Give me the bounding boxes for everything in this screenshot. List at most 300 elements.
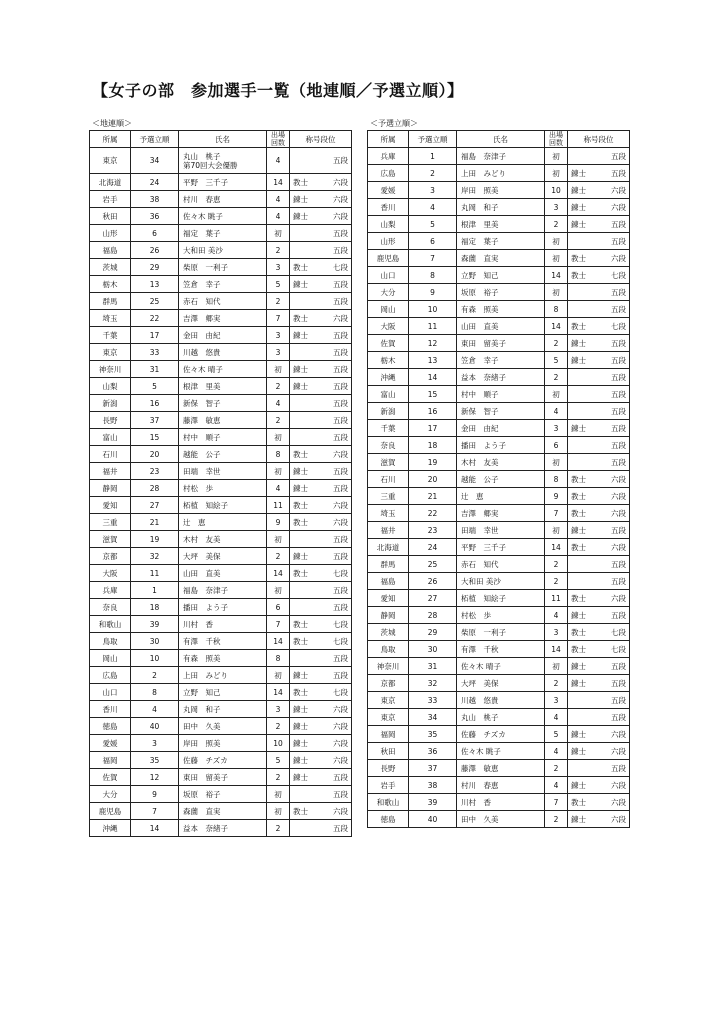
table-row — [368, 573, 630, 590]
dan-text: 五段 — [333, 432, 348, 442]
affiliation-cell: 山梨 — [368, 216, 409, 233]
title-text: 錬士 — [293, 670, 308, 680]
appearances-cell: 4 — [545, 709, 568, 726]
title-rank-group — [571, 747, 626, 756]
title-rank-group — [571, 611, 626, 620]
rank-cell: 19 — [131, 531, 179, 548]
rank-cell: 33 — [131, 344, 179, 361]
title-rank-group — [571, 560, 626, 569]
dan-text: 六段 — [333, 313, 348, 323]
title-rank-cell — [290, 148, 352, 174]
table-row — [90, 148, 352, 174]
player-name: 藤澤 敏恵 — [461, 763, 499, 773]
table-row — [368, 437, 630, 454]
dan-text: 六段 — [333, 721, 348, 731]
dan-text: 五段 — [333, 415, 348, 425]
player-name: 丸山 桃子 — [183, 151, 221, 161]
table-row — [368, 488, 630, 505]
title-rank-cell — [290, 582, 352, 599]
rank-cell: 13 — [409, 352, 457, 369]
title-rank-group — [293, 450, 348, 459]
table-row — [90, 650, 352, 667]
title-rank-group — [293, 569, 348, 578]
affiliation-cell: 広島 — [90, 667, 131, 684]
affiliation-cell: 埼玉 — [368, 505, 409, 522]
table-row — [90, 531, 352, 548]
affiliation-cell: 千葉 — [90, 327, 131, 344]
dan-text: 六段 — [333, 194, 348, 204]
rank-cell: 37 — [409, 760, 457, 777]
title-rank-group — [571, 424, 626, 433]
rank-cell: 2 — [409, 165, 457, 182]
name-cell — [457, 539, 545, 556]
dan-text: 七段 — [333, 262, 348, 272]
affiliation-cell: 新潟 — [368, 403, 409, 420]
name-cell — [457, 420, 545, 437]
affiliation-cell: 山口 — [90, 684, 131, 701]
name-cell — [179, 718, 267, 735]
affiliation-cell: 佐賀 — [90, 769, 131, 786]
title-rank-cell — [568, 250, 630, 267]
rank-cell: 17 — [409, 420, 457, 437]
appearances-cell: 10 — [545, 182, 568, 199]
player-name: 大和田 美沙 — [461, 576, 501, 586]
dan-text: 五段 — [611, 423, 626, 433]
table-row — [368, 471, 630, 488]
player-name: 村川 春恵 — [183, 194, 221, 204]
name-cell — [179, 599, 267, 616]
title-rank-cell — [290, 684, 352, 701]
table-row — [368, 182, 630, 199]
title-rank-group — [571, 509, 626, 518]
appearances-cell: 初 — [267, 803, 290, 820]
title-rank-group — [293, 348, 348, 357]
dan-text: 五段 — [333, 772, 348, 782]
title-rank-cell — [290, 276, 352, 293]
title-text: 錬士 — [293, 551, 308, 561]
rank-cell: 21 — [131, 514, 179, 531]
dan-text: 五段 — [611, 168, 626, 178]
table-row — [368, 369, 630, 386]
dan-text: 六段 — [611, 746, 626, 756]
dan-text: 六段 — [611, 185, 626, 195]
title-rank-group — [571, 458, 626, 467]
player-name: 福島 奈津子 — [183, 585, 228, 595]
rank-cell: 5 — [131, 378, 179, 395]
affiliation-cell: 岡山 — [90, 650, 131, 667]
title-rank-cell — [568, 607, 630, 624]
title-text: 教士 — [293, 500, 308, 510]
title-rank-cell — [290, 735, 352, 752]
affiliation-cell: 埼玉 — [90, 310, 131, 327]
appearances-cell: 3 — [267, 327, 290, 344]
dan-text: 六段 — [333, 449, 348, 459]
appearances-cell: 9 — [267, 514, 290, 531]
appearances-cell: 4 — [545, 777, 568, 794]
table-row — [368, 590, 630, 607]
title-rank-cell — [290, 820, 352, 837]
title-text: 錬士 — [293, 772, 308, 782]
rank-cell: 20 — [409, 471, 457, 488]
title-rank-cell — [290, 616, 352, 633]
table-row — [90, 446, 352, 463]
rank-cell: 15 — [131, 429, 179, 446]
title-text: 錬士 — [571, 661, 586, 671]
dan-text: 五段 — [611, 712, 626, 722]
title-rank-group — [293, 824, 348, 833]
appearances-cell: 初 — [267, 531, 290, 548]
title-rank-cell — [290, 412, 352, 429]
rank-cell: 22 — [131, 310, 179, 327]
player-name: 佐々木 眺子 — [183, 211, 223, 221]
table-row — [368, 505, 630, 522]
table-row — [90, 463, 352, 480]
title-text: 錬士 — [571, 678, 586, 688]
title-text: 錬士 — [293, 279, 308, 289]
rank-cell: 34 — [409, 709, 457, 726]
title-text: 錬士 — [293, 721, 308, 731]
rank-cell: 31 — [409, 658, 457, 675]
name-cell — [457, 148, 545, 165]
affiliation-cell: 佐賀 — [368, 335, 409, 352]
header-title-rank: 称号段位 — [290, 131, 352, 148]
rank-cell: 28 — [131, 480, 179, 497]
title-rank-cell — [568, 403, 630, 420]
table-row — [90, 718, 352, 735]
rank-cell: 26 — [131, 242, 179, 259]
dan-text: 七段 — [333, 619, 348, 629]
table-row — [368, 641, 630, 658]
appearances-cell: 2 — [545, 556, 568, 573]
dan-text: 五段 — [333, 279, 348, 289]
player-name: 上田 みどり — [461, 168, 506, 178]
player-name: 大坪 美保 — [183, 551, 221, 561]
rank-cell: 38 — [409, 777, 457, 794]
title-text: 錬士 — [571, 202, 586, 212]
name-cell — [457, 692, 545, 709]
title-text: 錬士 — [293, 483, 308, 493]
appearances-cell: 7 — [267, 616, 290, 633]
affiliation-cell: 東京 — [90, 148, 131, 174]
appearances-cell: 7 — [545, 505, 568, 522]
player-name: 有森 照美 — [183, 653, 221, 663]
affiliation-cell: 静岡 — [368, 607, 409, 624]
title-rank-cell — [568, 709, 630, 726]
rank-cell: 9 — [409, 284, 457, 301]
appearances-cell: 5 — [267, 276, 290, 293]
title-text: 教士 — [571, 270, 586, 280]
title-rank-cell — [568, 692, 630, 709]
rank-cell: 34 — [131, 148, 179, 174]
title-rank-cell — [290, 718, 352, 735]
dan-text: 五段 — [333, 534, 348, 544]
title-rank-cell — [290, 395, 352, 412]
name-cell — [179, 446, 267, 463]
player-name: 丸岡 和子 — [461, 202, 499, 212]
table-row — [90, 259, 352, 276]
rank-cell: 31 — [131, 361, 179, 378]
dan-text: 五段 — [611, 304, 626, 314]
rank-cell: 28 — [409, 607, 457, 624]
table-row — [368, 403, 630, 420]
dan-text: 五段 — [611, 372, 626, 382]
appearances-cell: 2 — [267, 378, 290, 395]
player-name: 立野 知己 — [183, 687, 221, 697]
title-text: 教士 — [571, 253, 586, 263]
title-rank-cell — [290, 463, 352, 480]
name-cell — [179, 148, 267, 174]
dan-text: 六段 — [611, 491, 626, 501]
title-text: 錬士 — [571, 780, 586, 790]
rank-cell: 27 — [131, 497, 179, 514]
dan-text: 五段 — [333, 789, 348, 799]
rank-cell: 13 — [131, 276, 179, 293]
affiliation-cell: 栃木 — [90, 276, 131, 293]
affiliation-cell: 石川 — [368, 471, 409, 488]
title-rank-cell — [290, 497, 352, 514]
table-row — [90, 480, 352, 497]
title-rank-cell — [290, 378, 352, 395]
player-name: 柴原 一利子 — [183, 262, 228, 272]
rank-cell: 32 — [131, 548, 179, 565]
table-row — [90, 565, 352, 582]
title-text: 錬士 — [571, 729, 586, 739]
title-rank-group — [293, 773, 348, 782]
appearances-cell: 初 — [267, 582, 290, 599]
title-rank-cell — [568, 488, 630, 505]
rank-cell: 16 — [131, 395, 179, 412]
table-row — [90, 497, 352, 514]
name-cell — [179, 310, 267, 327]
player-name: 有森 照美 — [461, 304, 499, 314]
dan-text: 五段 — [333, 466, 348, 476]
title-rank-cell — [568, 216, 630, 233]
table-row — [90, 293, 352, 310]
player-name: 藤澤 敏恵 — [183, 415, 221, 425]
title-rank-group — [293, 739, 348, 748]
dan-text: 五段 — [333, 245, 348, 255]
appearances-cell: 7 — [545, 794, 568, 811]
dan-text: 五段 — [333, 156, 348, 165]
right-table-label: ＜予選立順＞ — [370, 119, 418, 128]
name-cell — [457, 318, 545, 335]
player-name: 辻 恵 — [183, 517, 206, 527]
dan-text: 七段 — [333, 636, 348, 646]
title-rank-group — [571, 645, 626, 654]
appearances-cell: 3 — [267, 701, 290, 718]
appearances-cell: 2 — [267, 548, 290, 565]
player-name: 東田 留美子 — [461, 338, 506, 348]
player-name: 東田 留美子 — [183, 772, 228, 782]
title-rank-group — [293, 535, 348, 544]
player-name: 村川 春恵 — [461, 780, 499, 790]
player-name: 木村 友美 — [183, 534, 221, 544]
title-rank-cell — [568, 641, 630, 658]
table-row — [90, 242, 352, 259]
rank-cell: 25 — [131, 293, 179, 310]
title-rank-group — [293, 195, 348, 204]
affiliation-cell: 岩手 — [368, 777, 409, 794]
title-rank-cell — [290, 225, 352, 242]
table-row — [368, 233, 630, 250]
title-rank-group — [293, 467, 348, 476]
appearances-cell: 11 — [545, 590, 568, 607]
appearances-cell: 2 — [267, 242, 290, 259]
table-row — [368, 760, 630, 777]
name-cell — [179, 684, 267, 701]
player-name: 福定 葉子 — [183, 228, 221, 238]
title-text: 教士 — [571, 627, 586, 637]
title-rank-cell — [290, 327, 352, 344]
affiliation-cell: 静岡 — [90, 480, 131, 497]
appearances-cell: 14 — [267, 684, 290, 701]
title-rank-group — [293, 246, 348, 255]
table-header-row — [368, 131, 630, 148]
affiliation-cell: 長野 — [90, 412, 131, 429]
name-cell — [457, 624, 545, 641]
table-row — [368, 352, 630, 369]
player-name: 立野 知己 — [461, 270, 499, 280]
rank-cell: 32 — [409, 675, 457, 692]
dan-text: 七段 — [611, 270, 626, 280]
title-rank-group — [293, 156, 348, 165]
affiliation-cell: 新潟 — [90, 395, 131, 412]
affiliation-cell: 千葉 — [368, 420, 409, 437]
title-text: 錬士 — [571, 355, 586, 365]
rank-cell: 7 — [131, 803, 179, 820]
title-rank-group — [571, 798, 626, 807]
rank-cell: 33 — [409, 692, 457, 709]
appearances-cell: 初 — [545, 658, 568, 675]
appearances-cell: 10 — [267, 735, 290, 752]
title-rank-cell — [568, 573, 630, 590]
dan-text: 七段 — [611, 644, 626, 654]
table-row — [90, 820, 352, 837]
rank-cell: 36 — [131, 208, 179, 225]
name-cell — [179, 548, 267, 565]
title-text: 教士 — [571, 644, 586, 654]
player-name: 佐々木 晴子 — [461, 661, 501, 671]
player-note: 第70回大会優勝 — [183, 160, 238, 170]
affiliation-cell: 群馬 — [90, 293, 131, 310]
player-name: 山田 直美 — [461, 321, 499, 331]
rank-cell: 8 — [131, 684, 179, 701]
affiliation-cell: 鹿児島 — [90, 803, 131, 820]
table-row — [90, 361, 352, 378]
title-text: 錬士 — [293, 330, 308, 340]
title-text: 教士 — [293, 806, 308, 816]
affiliation-cell: 鳥取 — [368, 641, 409, 658]
title-rank-cell — [568, 386, 630, 403]
title-rank-group — [293, 518, 348, 527]
title-text: 錬士 — [571, 168, 586, 178]
rank-cell: 24 — [409, 539, 457, 556]
dan-text: 五段 — [611, 389, 626, 399]
title-rank-cell — [290, 480, 352, 497]
title-rank-cell — [290, 531, 352, 548]
affiliation-cell: 神奈川 — [368, 658, 409, 675]
appearances-cell: 初 — [545, 284, 568, 301]
name-cell — [457, 386, 545, 403]
player-name: 森薗 直実 — [183, 806, 221, 816]
appearances-cell: 初 — [545, 148, 568, 165]
title-rank-cell — [568, 471, 630, 488]
name-cell — [179, 667, 267, 684]
title-rank-group — [293, 756, 348, 765]
name-cell — [179, 378, 267, 395]
name-cell — [457, 743, 545, 760]
title-rank-cell — [290, 242, 352, 259]
table-row — [368, 726, 630, 743]
affiliation-cell: 山形 — [368, 233, 409, 250]
table-row — [368, 539, 630, 556]
title-rank-cell — [568, 794, 630, 811]
title-rank-group — [293, 620, 348, 629]
name-cell — [457, 522, 545, 539]
rank-cell: 12 — [131, 769, 179, 786]
title-rank-cell — [568, 539, 630, 556]
player-name: 辻 恵 — [461, 491, 484, 501]
appearances-cell: 初 — [545, 522, 568, 539]
table-row — [368, 454, 630, 471]
name-cell — [179, 344, 267, 361]
player-name: 有澤 千秋 — [461, 644, 499, 654]
table-row — [90, 582, 352, 599]
affiliation-cell: 福井 — [90, 463, 131, 480]
title-text: 錬士 — [293, 755, 308, 765]
name-cell — [457, 590, 545, 607]
title-rank-cell — [568, 760, 630, 777]
appearances-cell: 2 — [545, 760, 568, 777]
title-rank-group — [571, 220, 626, 229]
title-text: 教士 — [293, 687, 308, 697]
affiliation-cell: 滋賀 — [368, 454, 409, 471]
header-appearances: 出場回数 — [545, 131, 568, 148]
table-row — [90, 701, 352, 718]
table-row — [368, 692, 630, 709]
affiliation-cell: 神奈川 — [90, 361, 131, 378]
rank-cell: 15 — [409, 386, 457, 403]
title-text: 教士 — [571, 508, 586, 518]
title-rank-group — [571, 305, 626, 314]
title-rank-cell — [568, 352, 630, 369]
title-rank-group — [571, 271, 626, 280]
dan-text: 七段 — [611, 321, 626, 331]
name-cell — [179, 208, 267, 225]
dan-text: 七段 — [333, 568, 348, 578]
rank-cell: 14 — [131, 820, 179, 837]
name-cell — [457, 658, 545, 675]
affiliation-cell: 秋田 — [90, 208, 131, 225]
name-cell — [179, 786, 267, 803]
appearances-cell: 4 — [545, 607, 568, 624]
name-cell — [179, 565, 267, 582]
table-row — [368, 199, 630, 216]
player-name: 播田 よう子 — [183, 602, 228, 612]
appearances-cell: 11 — [267, 497, 290, 514]
affiliation-cell: 群馬 — [368, 556, 409, 573]
appearances-cell: 4 — [267, 148, 290, 174]
table-row — [90, 599, 352, 616]
affiliation-cell: 北海道 — [368, 539, 409, 556]
rank-cell: 20 — [131, 446, 179, 463]
dan-text: 五段 — [333, 823, 348, 833]
title-rank-group — [571, 373, 626, 382]
table-row — [90, 514, 352, 531]
appearances-cell: 14 — [545, 641, 568, 658]
title-rank-cell — [290, 174, 352, 191]
player-name: 木村 友美 — [461, 457, 499, 467]
